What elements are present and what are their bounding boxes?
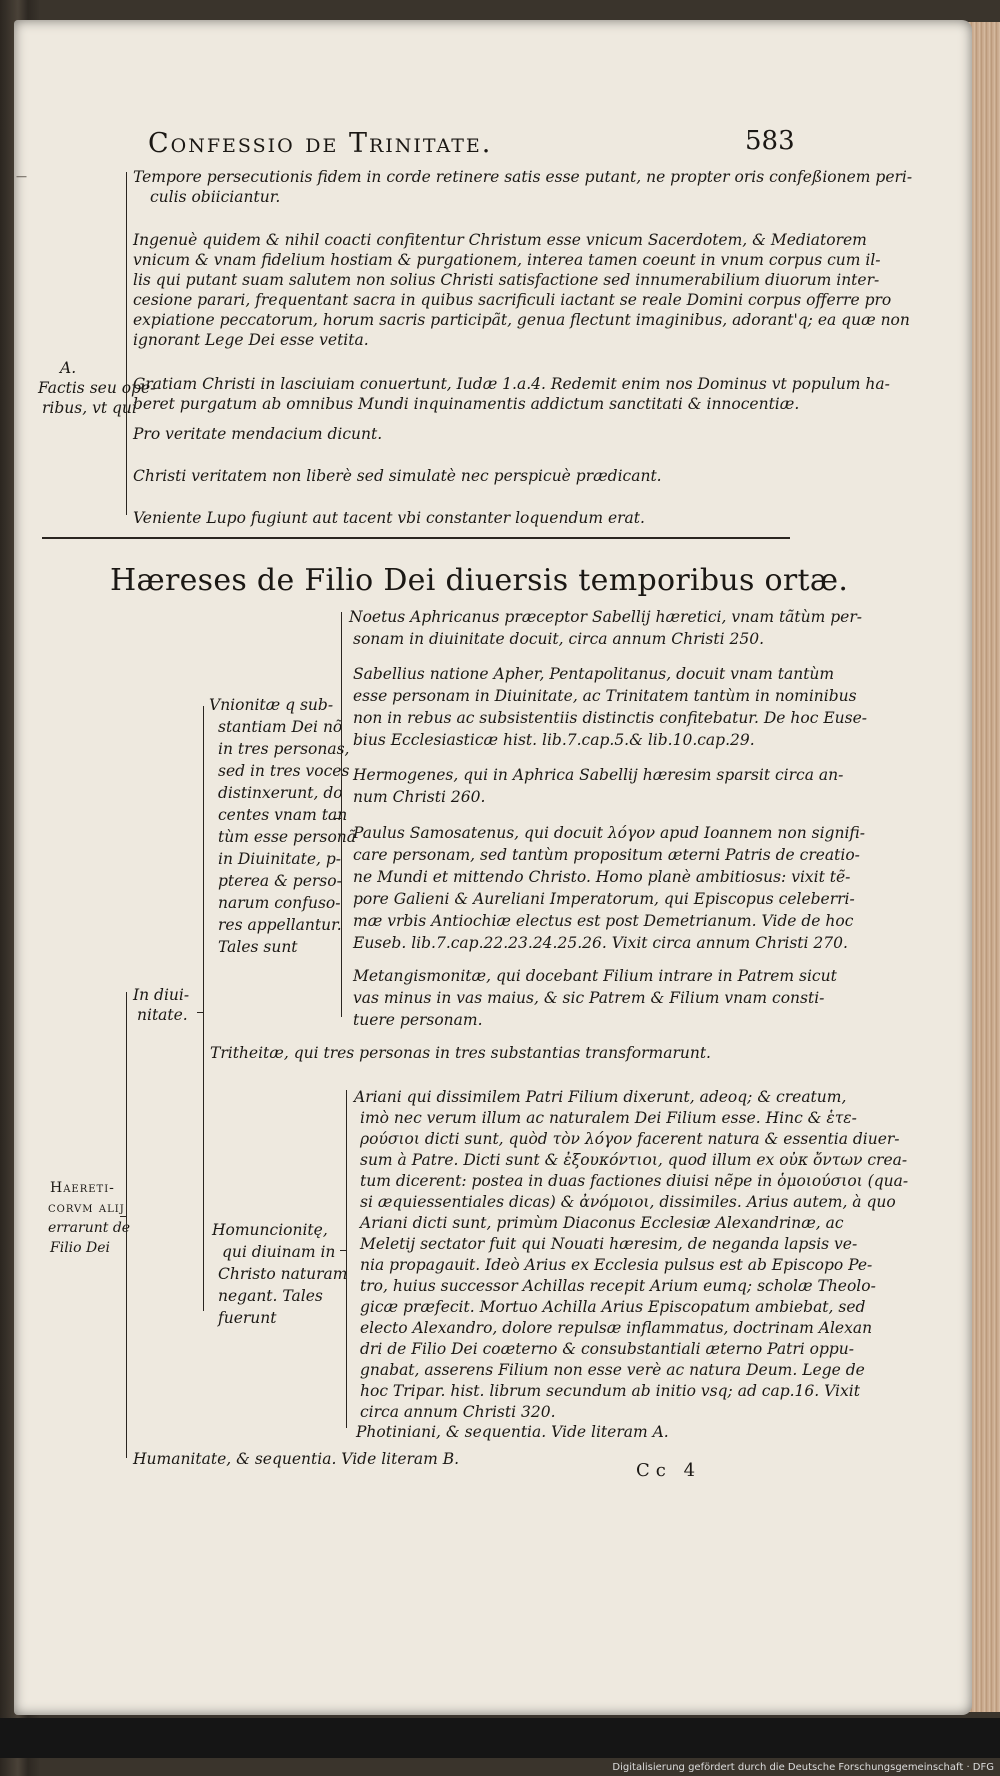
ariani-line: Ariani dicti sunt, primùm Diaconus Ecclesiæ Alexandrinæ, ac: [360, 1214, 844, 1232]
unionitae-brace: [341, 612, 342, 1017]
top-entry-line: Gratiam Christi in lasciuiam conuertunt, Iudæ 1.a.4. Redemit enim nos Dominus vt populum ha-: [133, 375, 890, 393]
root-label-line: Haereti-: [50, 1180, 115, 1196]
unionitae-entry-line: Metangismonitæ, qui docebant Filium intrare in Patrem sicut: [353, 967, 837, 985]
diuinitate-brace-tick: [197, 1012, 203, 1013]
in-diuinitate-label: In diui-: [133, 986, 190, 1004]
unionitae-entry-line: num Christi 260.: [353, 788, 486, 806]
unionitae-label: centes vnam tan: [218, 806, 348, 824]
unionitae-entry-line: ne Mundi et mittendo Christo. Homo planè ambitiosus: vixit tẽ-: [353, 868, 851, 886]
top-entry-line: Ingenuè quidem & nihil coacti confitentur Christum esse vnicum Sacerdotem, & Mediatorem: [133, 231, 867, 249]
ariani-line: hoc Tripar. hist. librum secundum ab initio vsq; ad cap.16. Vixit: [360, 1382, 860, 1400]
running-title: Confessio de Trinitate.: [148, 128, 493, 159]
side-label-line: Factis seu ope-: [38, 379, 156, 397]
unionitae-entry-line: tuere personam.: [353, 1011, 483, 1029]
ariani-line: gicæ præfecit. Mortuo Achilla Arius Episcopatum ambiebat, sed: [360, 1298, 866, 1316]
ariani-line: dri de Filio Dei coæterno & consubstantiali æterno Patri oppu-: [360, 1340, 855, 1358]
unionitae-brace-tick: [335, 818, 341, 819]
root-label-line: corvm alij: [48, 1200, 125, 1216]
top-entry-line: lis qui putant suam salutem non solius Christi satisfactione sed innumerabilium diuorum inter-: [133, 271, 880, 289]
root-brace: [126, 992, 127, 1458]
top-entry-line: vnicum & vnam fidelium hostiam & purgationem, interea tamen coeunt in vnum corpus cum il-: [133, 251, 881, 269]
signature-mark: Cc 4: [636, 1460, 702, 1481]
ariani-line: imò nec verum illum ac naturalem Dei Filium esse. Hinc & ἑτε-: [360, 1109, 857, 1127]
unionitae-label: pterea & perso-: [218, 872, 342, 890]
root-label-line: Filio Dei: [50, 1240, 111, 1256]
unionitae-label: tùm esse personã: [218, 828, 357, 846]
top-entry-line: cesione parari, frequentant sacra in quibus sacrificuli iactant se reale Domini corpus offerre pro: [133, 291, 892, 309]
side-label-line: ribus, vt qui: [42, 399, 137, 417]
homuncionitae-label: Homuncionitę,: [212, 1221, 328, 1239]
unionitae-entry-line: sonam in diuinitate docuit, circa annum Christi 250.: [353, 630, 765, 648]
unionitae-entry-line: non in rebus ac subsistentiis distinctis confitebatur. De hoc Euse-: [353, 709, 867, 727]
ariani-line: circa annum Christi 320.: [360, 1403, 556, 1421]
section-divider: [42, 537, 790, 539]
unionitae-entry-line: care personam, sed tantùm propositum æterni Patris de creatio-: [353, 846, 860, 864]
ariani-line: tum dicerent: postea in duas factiones diuisi nẽpe in ὁμοιούσιοι (qua-: [360, 1172, 909, 1190]
side-label-letter: A.: [60, 359, 77, 377]
homuncionitae-label: Christo naturam: [218, 1265, 348, 1283]
unionitae-label: narum confuso-: [218, 894, 341, 912]
ariani-line: tro, huius successor Achillas recepit Arium eumq; scholæ Theolo-: [360, 1277, 876, 1295]
unionitae-entry-line: Sabellius natione Apher, Pentapolitanus, docuit vnam tantùm: [353, 665, 835, 683]
page-edge-stack: [968, 22, 1000, 1712]
unionitae-label: sed in tres voces: [218, 762, 350, 780]
unionitae-entry-line: Hermogenes, qui in Aphrica Sabellij hæresim sparsit circa an-: [353, 766, 844, 784]
top-entry-line: Pro veritate mendacium dicunt.: [133, 425, 383, 443]
in-diuinitate-label: nitate.: [137, 1006, 188, 1024]
homuncionitae-brace-tick: [340, 1250, 346, 1251]
top-entry-line: expiatione peccatorum, horum sacris participãt, genua flectunt imaginibus, adorant'q; ea quæ non: [133, 311, 910, 329]
section-heading: Hæreses de Filio Dei diuersis temporibus ortæ.: [110, 563, 849, 598]
scan-bottom-strip: [0, 1718, 1000, 1758]
unionitae-entry-line: Paulus Samosatenus, qui docuit λόγον apud Ioannem non signifi-: [353, 824, 865, 842]
photiniani-entry: Photiniani, & sequentia. Vide literam A.: [356, 1423, 669, 1441]
top-entry-line: ignorant Lege Dei esse vetita.: [133, 331, 369, 349]
ariani-line: sum à Patre. Dicti sunt & ἐξουκόντιοι, quod illum ex οὐκ ὄντων crea-: [360, 1151, 908, 1169]
page-number: 583: [745, 126, 795, 156]
ariani-line: nia propagauit. Ideò Arius ex Ecclesia pulsus est ab Episcopo Pe-: [360, 1256, 873, 1274]
ariani-line: Meletij sectator fuit qui Nouati hæresim, de neganda lapsis ve-: [360, 1235, 858, 1253]
unionitae-label: in tres personas,: [218, 740, 350, 758]
top-entry-line: Christi veritatem non liberè sed simulatè nec perspicuè prædicant.: [133, 467, 662, 485]
homuncionitae-label: fuerunt: [218, 1309, 277, 1327]
unionitae-label: res appellantur.: [218, 916, 342, 934]
top-brace: [126, 172, 127, 515]
unionitae-entry-line: Noetus Aphricanus præceptor Sabellij hæretici, vnam tãtùm per-: [349, 608, 862, 626]
facing-page-fragment: —: [16, 170, 27, 183]
homuncionitae-label: qui diuinam in: [222, 1243, 336, 1261]
unionitae-entry-line: Euseb. lib.7.cap.22.23.24.25.26. Vixit circa annum Christi 270.: [353, 934, 848, 952]
top-entry-line: beret purgatum ab omnibus Mundi inquinamentis addictum sanctitati & innocentiæ.: [133, 395, 800, 413]
ariani-line: si æquiessentiales dicas) & ἀνόμοιοι, dissimiles. Arius autem, à quo: [360, 1193, 896, 1211]
ariani-line: Ariani qui dissimilem Patri Filium dixerunt, adeoq; & creatum,: [354, 1088, 847, 1106]
unionitae-entry-line: pore Galieni & Aureliani Imperatorum, qui Episcopus celeberri-: [353, 890, 855, 908]
unionitae-entry-line: mæ vrbis Antiochiæ electus est post Demetrianum. Vide de hoc: [353, 912, 854, 930]
top-entry-line: Veniente Lupo fugiunt aut tacent vbi constanter loquendum erat.: [133, 509, 645, 527]
unionitae-label: Tales sunt: [218, 938, 298, 956]
root-label-line: errarunt de: [48, 1220, 131, 1236]
unionitae-label: distinxerunt, do: [218, 784, 343, 802]
humanitate-entry: Humanitate, & sequentia. Vide literam B.: [133, 1450, 460, 1468]
unionitae-entry-line: bius Ecclesiasticæ hist. lib.7.cap.5.& lib.10.cap.29.: [353, 731, 755, 749]
homuncionitae-label: negant. Tales: [218, 1287, 323, 1305]
footer-credit: Digitalisierung gefördert durch die Deutsche Forschungsgemeinschaft · DFG: [612, 1762, 994, 1773]
tritheitae-entry: Tritheitæ, qui tres personas in tres substantias transformarunt.: [210, 1044, 711, 1062]
ariani-line: electo Alexandro, dolore repulsæ inflammatus, doctrinam Alexan: [360, 1319, 873, 1337]
ariani-line: ρούσιοι dicti sunt, quòd τὸν λόγον facerent natura & essentia diuer-: [360, 1130, 900, 1148]
top-entry-line: Tempore persecutionis fidem in corde retinere satis esse putant, ne propter oris confeßionem peri-: [133, 168, 913, 186]
unionitae-entry-line: esse personam in Diuinitate, ac Trinitatem tantùm in nominibus: [353, 687, 857, 705]
diuinitate-brace: [203, 706, 204, 1311]
ariani-line: gnabat, asserens Filium non esse verè ac natura Deum. Lege de: [360, 1361, 865, 1379]
homuncionitae-brace: [346, 1090, 347, 1428]
root-brace-tick: [120, 1216, 126, 1217]
unionitae-entry-line: vas minus in vas maius, & sic Patrem & Filium vnam consti-: [353, 989, 825, 1007]
unionitae-label: stantiam Dei nõ: [218, 718, 343, 736]
top-entry-line: culis obiiciantur.: [150, 188, 281, 206]
unionitae-label: Vnionitæ q sub-: [209, 696, 334, 714]
unionitae-label: in Diuinitate, p-: [218, 850, 342, 868]
